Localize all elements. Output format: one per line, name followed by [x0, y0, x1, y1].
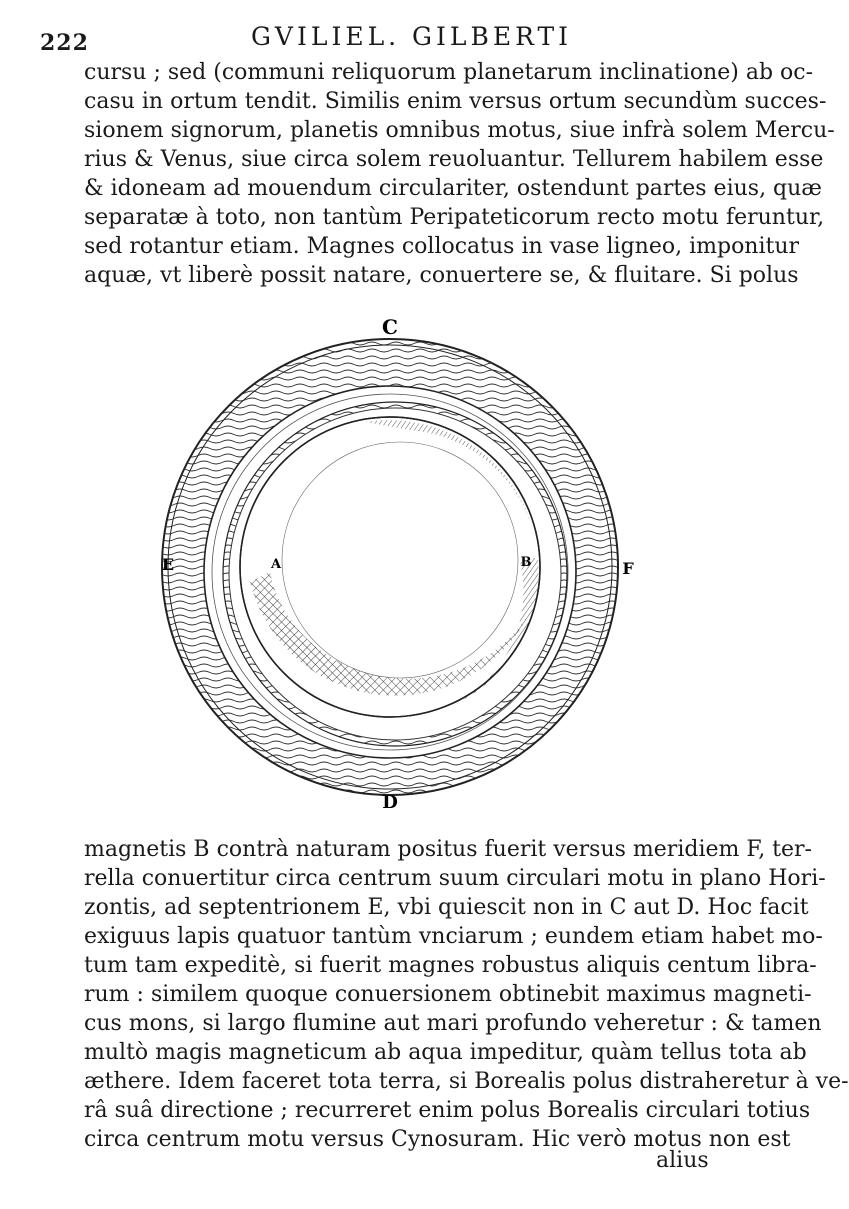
text-line: sed rotantur etiam. Magnes collocatus in vase ligneo, imponitur	[84, 234, 800, 259]
label-c: C	[382, 315, 398, 339]
text-line: rius & Venus, siue circa solem reuoluantur. Tellurem habilem esse	[84, 147, 824, 172]
label-f: F	[622, 559, 634, 578]
terrella-sphere	[240, 417, 540, 717]
text-line: casu in ortum tendit. Similis enim versus ortum secundùm succes-	[84, 89, 827, 114]
text-line: zontis, ad septentrionem E, vbi quiescit non in C aut D. Hoc facit	[84, 895, 809, 920]
text-line: sionem signorum, planetis omnibus motus, siue infrà solem Mercu-	[84, 118, 835, 143]
text-line: rum : similem quoque conuersionem obtinebit maximus magneti-	[84, 982, 812, 1007]
terrella-figure	[150, 312, 650, 812]
catchword: alius	[656, 1148, 709, 1173]
text-line: separatæ à toto, non tantùm Peripateticorum recto motu feruntur,	[84, 205, 825, 230]
label-d: D	[382, 792, 398, 813]
label-b: B	[520, 555, 532, 570]
label-a: A	[270, 557, 282, 572]
text-block-top	[84, 58, 835, 290]
text-line: exiguus lapis quatuor tantùm vnciarum ; eundem etiam habet mo-	[84, 924, 823, 949]
running-head: GVILIEL. GILBERTI	[250, 22, 573, 51]
label-e: E	[161, 555, 175, 574]
text-block-bottom	[84, 835, 849, 1154]
text-line: râ suâ directione ; recurreret enim polus Borealis circulari totius	[84, 1098, 811, 1123]
page-number: 222	[40, 30, 89, 56]
text-line: aquæ, vt liberè possit natare, conuertere se, & fluitare. Si polus	[84, 263, 799, 288]
text-line: circa centrum motu versus Cynosuram. Hic verò motus non est	[84, 1127, 791, 1152]
text-line: rella conuertitur circa centrum suum circulari motu in plano Hori-	[84, 866, 826, 891]
text-line: cus mons, si largo flumine aut mari profundo veheretur : & tamen	[84, 1011, 822, 1036]
text-line: multò magis magneticum ab aqua impeditur, quàm tellus tota ab	[84, 1040, 807, 1065]
text-line: & idoneam ad mouendum circulariter, ostendunt partes eius, quæ	[84, 176, 822, 201]
text-line: magnetis B contrà naturam positus fuerit versus meridiem F, ter-	[84, 837, 812, 862]
text-line: æthere. Idem faceret tota terra, si Borealis polus distraheretur à ve-	[84, 1069, 849, 1094]
text-line: cursu ; sed (communi reliquorum planetarum inclinatione) ab oc-	[84, 60, 814, 85]
text-line: tum tam expeditè, si fuerit magnes robustus aliquis centum libra-	[84, 953, 817, 978]
